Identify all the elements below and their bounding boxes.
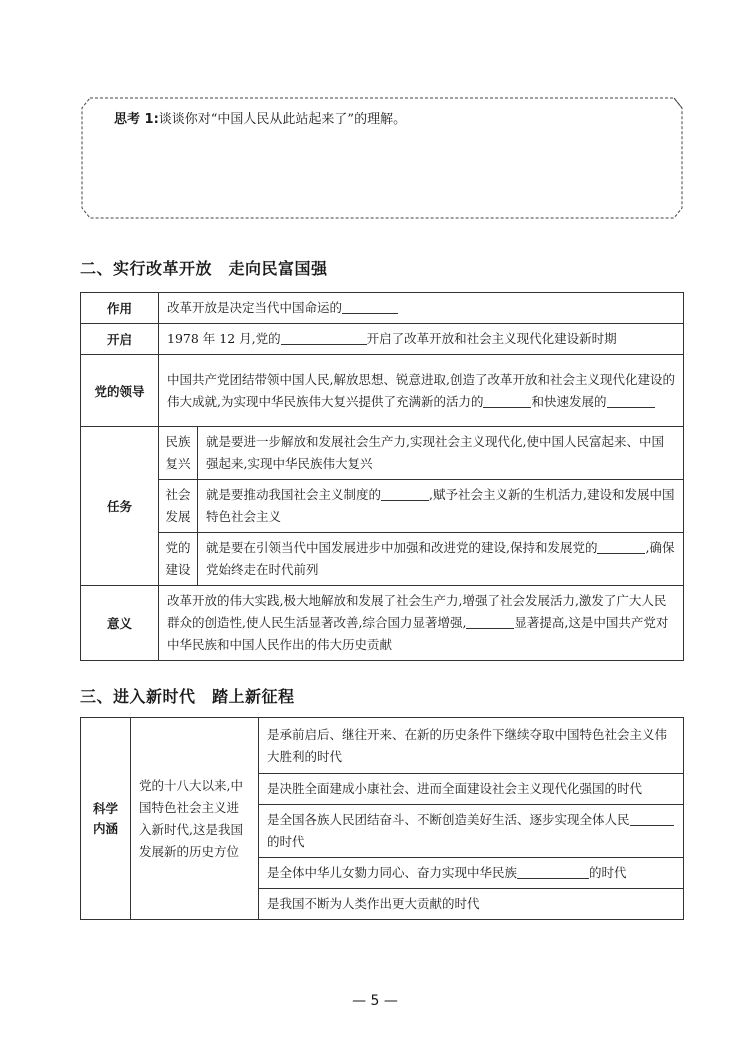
row-zuoyong (81, 293, 684, 324)
blank-field[interactable] (607, 393, 655, 408)
cell-dang (198, 533, 684, 586)
row-shehui (81, 480, 684, 533)
text-minzu: 就是要进一步解放和发展社会生产力,实现社会主义现代化,使中国人民富起来、中国强起来,实现中华民族伟大复兴 (198, 427, 684, 480)
row-yiyi (81, 586, 684, 661)
section-3-title: 三、进入新时代 踏上新征程 (80, 687, 295, 706)
item-1: 是承前启后、继往开来、在新的历史条件下继续夺取中国特色社会主义伟大胜利的时代 (259, 718, 684, 774)
cell-item-4 (259, 858, 684, 889)
label-kaiqi: 开启 (81, 324, 159, 355)
row-item-1 (81, 718, 684, 774)
item-5: 是我国不断为人类作出更大贡献的时代 (259, 889, 684, 920)
page-number: — 5 — (352, 993, 398, 1009)
cell-kaiqi (159, 324, 684, 355)
row-lingdao (81, 355, 684, 427)
row-kaiqi (81, 324, 684, 355)
think-prompt (114, 108, 406, 127)
item-3-b: 的时代 (267, 834, 305, 849)
text-zuoyong: 改革开放是决定当代中国命运的 (167, 300, 343, 315)
section-2-table (80, 292, 684, 661)
blank-field[interactable] (597, 539, 645, 554)
cell-zuoyong (159, 293, 684, 324)
text-yiyi-b: 显著提高,这是中国共产党对中华民族和中国人民作出的伟大历史贡献 (167, 615, 669, 652)
blank-field[interactable] (466, 614, 514, 629)
think-box (80, 96, 684, 220)
label-kexue-neihan: 科学内涵 (81, 718, 131, 920)
text-dang-b: ,确保党始终走在时代前列 (206, 540, 675, 577)
blank-field[interactable] (281, 330, 367, 345)
item-4-a: 是全体中华儿女勠力同心、奋力实现中华民族 (267, 865, 518, 880)
item-4-b: 的时代 (589, 865, 627, 880)
sublabel-minzu: 民族复兴 (159, 427, 198, 480)
text-shehui-a: 就是要推动我国社会主义制度的 (206, 487, 382, 502)
text-kaiqi-a: 1978 年 12 月,党的 (167, 331, 281, 346)
text-dang-a: 就是要在引领当代中国发展进步中加强和改进党的建设,保持和发展党的 (206, 540, 598, 555)
sublabel-shehui: 社会发展 (159, 480, 198, 533)
text-lingdao-a: 中国共产党团结带领中国人民,解放思想、锐意进取,创造了改革开放和社会主义现代化建设的伟大成就,为实现中华民族伟大复兴提供了充满新的活力的 (167, 371, 675, 409)
text-lingdao-b: 和快速发展的 (531, 393, 607, 409)
sublabel-dang: 党的建设 (159, 533, 198, 586)
section-3-table (80, 717, 684, 920)
blank-field[interactable] (517, 864, 589, 879)
label-yiyi: 意义 (81, 586, 159, 661)
blank-field[interactable] (342, 299, 398, 314)
label-zuoyong: 作用 (81, 293, 159, 324)
cell-yiyi (159, 586, 684, 661)
blank-field[interactable] (381, 486, 429, 501)
text-kaiqi-b: 开启了改革开放和社会主义现代化建设新时期 (366, 331, 617, 346)
label-lingdao: 党的领导 (81, 355, 159, 427)
label-renwu: 任务 (81, 427, 159, 586)
row-dang (81, 533, 684, 586)
blank-field[interactable] (483, 393, 531, 408)
item-2: 是决胜全面建成小康社会、进而全面建设社会主义现代化强国的时代 (259, 774, 684, 805)
text-shehui-b: ,赋予社会主义新的生机活力,建设和发展中国特色社会主义 (206, 487, 675, 524)
item-3-a: 是全国各族人民团结奋斗、不断创造美好生活、逐步实现全体人民 (267, 812, 630, 827)
cell-shehui (198, 480, 684, 533)
think-question: 谈谈你对“中国人民从此站起来了”的理解。 (158, 112, 407, 127)
think-label: 思考 1: (114, 112, 159, 127)
cell-lingdao (159, 355, 684, 427)
blank-field[interactable] (630, 811, 674, 826)
section-2-title: 二、实行改革开放 走向民富国强 (80, 259, 328, 278)
row-minzu (81, 427, 684, 480)
cell-item-3 (259, 805, 684, 858)
text-yiyi-a: 改革开放的伟大实践,极大地解放和发展了社会生产力,增强了社会发展活力,激发了广大人民群众的创造性,使人民生活显著改善,综合国力显著增强, (167, 593, 667, 630)
middle-text: 党的十八大以来,中国特色社会主义进入新时代,这是我国发展新的历史方位 (131, 718, 259, 920)
